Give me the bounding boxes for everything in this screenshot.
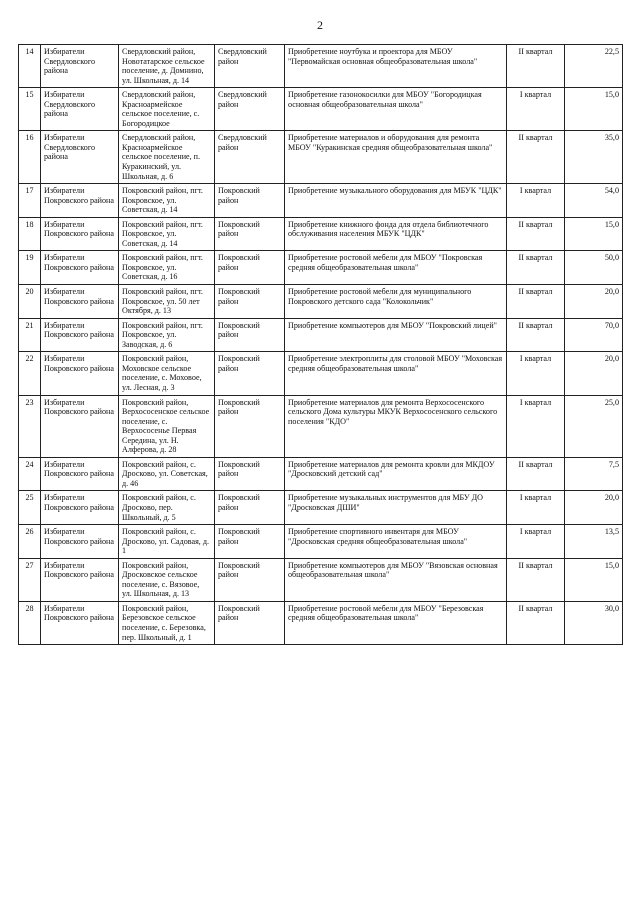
table-row [19, 395, 623, 457]
page-number: 2 [317, 18, 323, 32]
measure-cell: Приобретение материалов и оборудования для ремонта МБОУ "Куракинская средняя общеобразовательная школа" [285, 131, 507, 184]
row-number: 19 [19, 251, 41, 285]
voters-cell: Избиратели Покровского района [41, 395, 119, 457]
sum-cell: 20,0 [565, 491, 623, 525]
district-cell: Свердловский район [215, 131, 285, 184]
period-cell: II квартал [507, 251, 565, 285]
period-cell: II квартал [507, 318, 565, 352]
row-number: 24 [19, 457, 41, 491]
period-cell: II квартал [507, 131, 565, 184]
row-number: 17 [19, 184, 41, 218]
voters-cell: Избиратели Покровского района [41, 318, 119, 352]
row-number: 27 [19, 558, 41, 601]
table-row [19, 352, 623, 395]
measure-cell: Приобретение ростовой мебели для МБОУ "Березовская средняя общеобразовательная школа" [285, 601, 507, 644]
voters-cell: Избиратели Покровского района [41, 285, 119, 319]
district-cell: Покровский район [215, 352, 285, 395]
district-cell: Покровский район [215, 251, 285, 285]
address-cell: Покровский район, пгт. Покровское, ул. Советская, д. 16 [119, 251, 215, 285]
table-row [19, 318, 623, 352]
table-row [19, 558, 623, 601]
sum-cell: 20,0 [565, 352, 623, 395]
district-cell: Покровский район [215, 184, 285, 218]
address-cell: Покровский район, Моховское сельское поселение, с. Моховое, ул. Лесная, д. 3 [119, 352, 215, 395]
table-row [19, 491, 623, 525]
measure-cell: Приобретение музыкального оборудования для МБУК "ЦДК" [285, 184, 507, 218]
voters-cell: Избиратели Свердловского района [41, 131, 119, 184]
address-cell: Свердловский район, Новотатарское сельское поселение, д. Домнино, ул. Школьная, д. 14 [119, 45, 215, 88]
row-number: 15 [19, 88, 41, 131]
measure-cell: Приобретение компьютеров для МБОУ "Покровский лицей" [285, 318, 507, 352]
table-row [19, 184, 623, 218]
measure-cell: Приобретение книжного фонда для отдела библиотечного обслуживания населения МБУК "ЦДК" [285, 217, 507, 251]
row-number: 14 [19, 45, 41, 88]
address-cell: Покровский район, с. Дросково, ул. Садовая, д. 1 [119, 525, 215, 559]
sum-cell: 50,0 [565, 251, 623, 285]
table-row [19, 131, 623, 184]
voters-cell: Избиратели Покровского района [41, 352, 119, 395]
row-number: 18 [19, 217, 41, 251]
row-number: 22 [19, 352, 41, 395]
period-cell: I квартал [507, 352, 565, 395]
sum-cell: 54,0 [565, 184, 623, 218]
period-cell: II квартал [507, 285, 565, 319]
sum-cell: 15,0 [565, 217, 623, 251]
address-cell: Покровский район, пгт. Покровское, ул. Советская, д. 14 [119, 217, 215, 251]
voters-cell: Избиратели Свердловского района [41, 88, 119, 131]
address-cell: Покровский район, Дросковское сельское поселение, с. Вязовое, ул. Школьная, д. 13 [119, 558, 215, 601]
orders-table [18, 44, 623, 645]
voters-cell: Избиратели Покровского района [41, 491, 119, 525]
period-cell: I квартал [507, 88, 565, 131]
table-row [19, 285, 623, 319]
voters-cell: Избиратели Покровского района [41, 457, 119, 491]
sum-cell: 30,0 [565, 601, 623, 644]
district-cell: Покровский район [215, 285, 285, 319]
sum-cell: 35,0 [565, 131, 623, 184]
address-cell: Покровский район, пгт. Покровское, ул. Заводская, д. 6 [119, 318, 215, 352]
address-cell: Свердловский район, Красноармейское сельское поселение, с. Богородицкое [119, 88, 215, 131]
table-row [19, 88, 623, 131]
measure-cell: Приобретение ростовой мебели для МБОУ "Покровская средняя общеобразовательная школа" [285, 251, 507, 285]
period-cell: II квартал [507, 601, 565, 644]
district-cell: Покровский район [215, 395, 285, 457]
row-number: 26 [19, 525, 41, 559]
measure-cell: Приобретение электроплиты для столовой МБОУ "Моховская средняя общеобразовательная школа" [285, 352, 507, 395]
period-cell: II квартал [507, 217, 565, 251]
address-cell: Покровский район, пгт. Покровское, ул. Советская, д. 14 [119, 184, 215, 218]
measure-cell: Приобретение музыкальных инструментов для МБУ ДО "Дросковская ДШИ" [285, 491, 507, 525]
sum-cell: 25,0 [565, 395, 623, 457]
voters-cell: Избиратели Покровского района [41, 184, 119, 218]
address-cell: Покровский район, Верхососенское сельское поселение, с. Верхососенье Первая Середина, ул. Н. Алферова, д. 28 [119, 395, 215, 457]
table-row [19, 457, 623, 491]
sum-cell: 15,0 [565, 558, 623, 601]
voters-cell: Избиратели Покровского района [41, 251, 119, 285]
measure-cell: Приобретение ноутбука и проектора для МБОУ "Первомайская основная общеобразовательная школа" [285, 45, 507, 88]
orders-table-body [19, 45, 623, 645]
district-cell: Покровский район [215, 601, 285, 644]
measure-cell: Приобретение спортивного инвентаря для МБОУ "Дросковская средняя общеобразовательная школа" [285, 525, 507, 559]
period-cell: I квартал [507, 525, 565, 559]
district-cell: Покровский район [215, 491, 285, 525]
table-row [19, 525, 623, 559]
period-cell: I квартал [507, 491, 565, 525]
sum-cell: 7,5 [565, 457, 623, 491]
address-cell: Свердловский район, Красноармейское сельское поселение, п. Куракинский, ул. Школьная, д. 6 [119, 131, 215, 184]
address-cell: Покровский район, Березовское сельское поселение, с. Березовка, пер. Школьный, д. 1 [119, 601, 215, 644]
sum-cell: 13,5 [565, 525, 623, 559]
voters-cell: Избиратели Покровского района [41, 558, 119, 601]
voters-cell: Избиратели Свердловского района [41, 45, 119, 88]
district-cell: Свердловский район [215, 88, 285, 131]
voters-cell: Избиратели Покровского района [41, 601, 119, 644]
row-number: 16 [19, 131, 41, 184]
row-number: 20 [19, 285, 41, 319]
row-number: 23 [19, 395, 41, 457]
row-number: 21 [19, 318, 41, 352]
row-number: 25 [19, 491, 41, 525]
district-cell: Покровский район [215, 525, 285, 559]
period-cell: II квартал [507, 558, 565, 601]
table-row [19, 217, 623, 251]
period-cell: I квартал [507, 395, 565, 457]
address-cell: Покровский район, пгт. Покровское, ул. 50 лет Октября, д. 13 [119, 285, 215, 319]
sum-cell: 70,0 [565, 318, 623, 352]
measure-cell: Приобретение газонокосилки для МБОУ "Богородицкая основная общеобразовательная школа" [285, 88, 507, 131]
voters-cell: Избиратели Покровского района [41, 525, 119, 559]
table-row [19, 601, 623, 644]
district-cell: Покровский район [215, 318, 285, 352]
table-row [19, 45, 623, 88]
period-cell: II квартал [507, 457, 565, 491]
district-cell: Покровский район [215, 217, 285, 251]
district-cell: Свердловский район [215, 45, 285, 88]
voters-cell: Избиратели Покровского района [41, 217, 119, 251]
measure-cell: Приобретение ростовой мебели для муниципального Покровского детского сада "Колокольчик" [285, 285, 507, 319]
measure-cell: Приобретение материалов для ремонта кровли для МКДОУ "Дросковский детский сад" [285, 457, 507, 491]
period-cell: I квартал [507, 184, 565, 218]
district-cell: Покровский район [215, 558, 285, 601]
row-number: 28 [19, 601, 41, 644]
table-row [19, 251, 623, 285]
sum-cell: 15,0 [565, 88, 623, 131]
measure-cell: Приобретение материалов для ремонта Верхососенского сельского Дома культуры МКУК Верхососенского сельского поселения "КДО" [285, 395, 507, 457]
address-cell: Покровский район, с. Дросково, пер. Школьный, д. 5 [119, 491, 215, 525]
measure-cell: Приобретение компьютеров для МБОУ "Вязовская основная общеобразовательная школа" [285, 558, 507, 601]
address-cell: Покровский район, с. Дросково, ул. Советская, д. 46 [119, 457, 215, 491]
district-cell: Покровский район [215, 457, 285, 491]
sum-cell: 22,5 [565, 45, 623, 88]
period-cell: II квартал [507, 45, 565, 88]
sum-cell: 20,0 [565, 285, 623, 319]
